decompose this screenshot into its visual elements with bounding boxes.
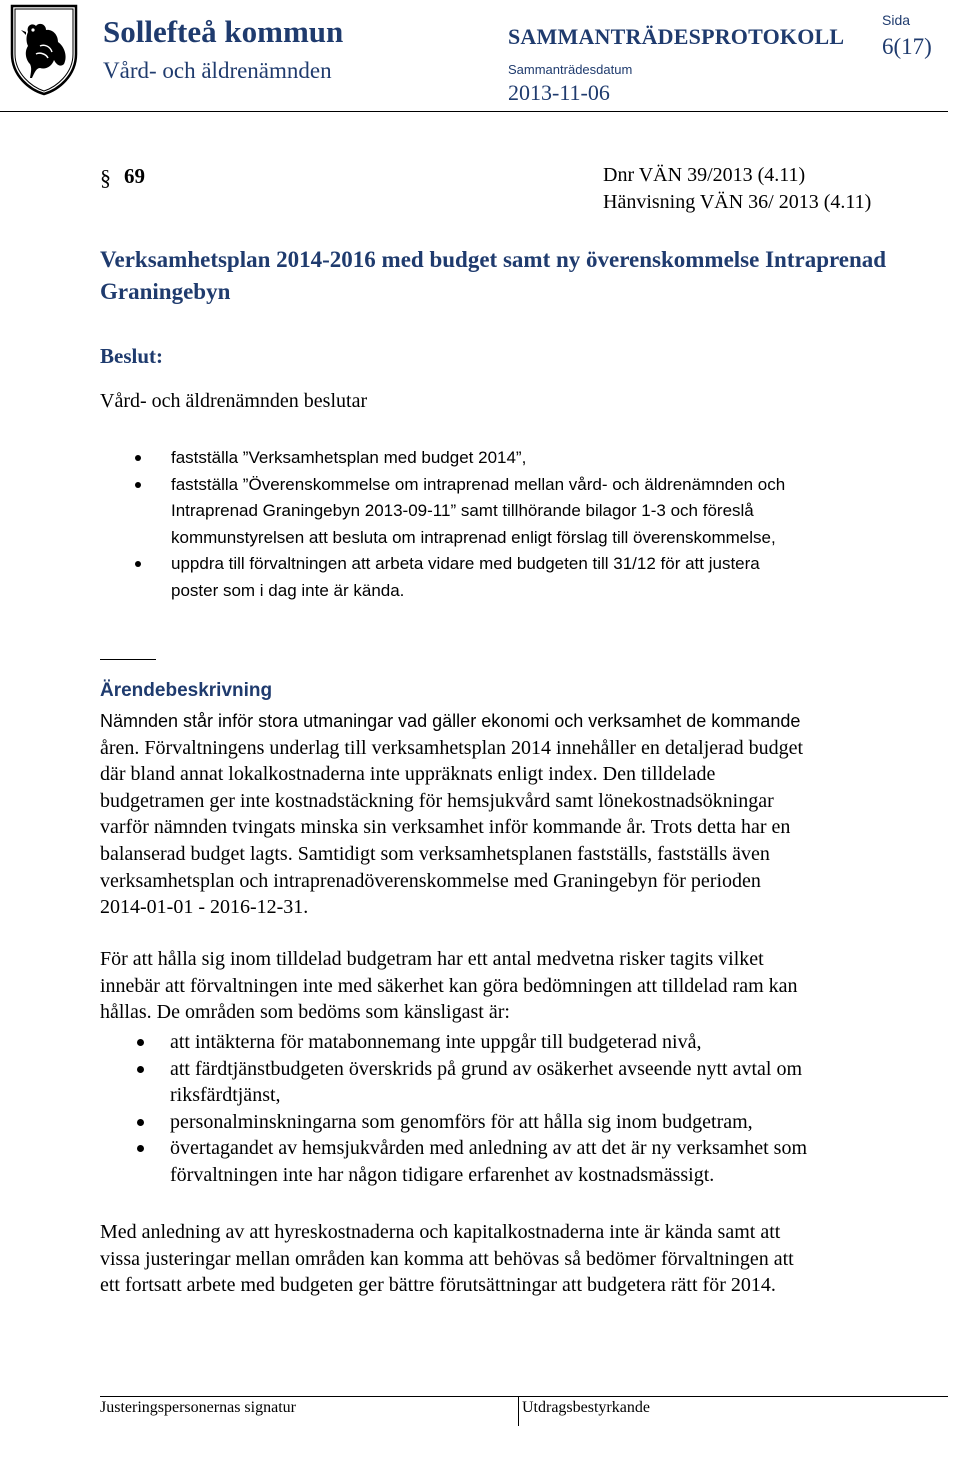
decision-item-line: poster som i dag inte är kända. [171,580,405,600]
decision-item-line: fastställa ”Överenskommelse om intraprenad mellan vård- och äldrenämnden och [171,474,786,494]
bullet-icon [135,455,141,461]
bullet-icon [135,482,141,488]
decision-item-line: fastställa ”Verksamhetsplan med budget 2014”, [171,448,527,467]
footer-column-divider [518,1396,519,1426]
bullet-icon [135,561,141,567]
risk-item-line: att intäkterna för matabonnemang inte uppgår till budgeterad nivå, [170,1031,702,1053]
decision-heading: Beslut: [100,344,163,368]
meeting-date-label: Sammanträdesdatum [508,62,633,77]
case-line: 2014-01-01 - 2016-12-31. [100,896,309,919]
risk-item-line: förvaltningen inte har någon tidigare erfarenhet av kostnadsmässigt. [170,1163,715,1186]
paragraph-number: 69 [124,164,145,188]
decision-intro: Vård- och äldrenämnden beslutar [100,390,368,412]
risk-intro-paragraph [100,946,920,1026]
risk-list [100,1029,920,1189]
bullet-icon [137,1039,144,1046]
protocol-title: SAMMANTRÄDESPROTOKOLL [508,24,845,49]
risk-intro-line: hållas. De områden som bedöms som känsligast är: [100,1001,510,1024]
meeting-date-value: 2013-11-06 [508,80,610,105]
case-line: budgetramen ger inte kostnadstäckning för hemsjukvård samt lönekostnadsökningar [100,789,774,812]
bird-crest-icon [6,2,82,96]
case-description-heading: Ärendebeskrivning [100,680,273,701]
decision-item [132,472,932,552]
separator-line [100,659,156,660]
risk-item-line: riksfärdtjänst, [170,1084,281,1107]
risk-item [100,1029,920,1056]
diary-number: Dnr VÄN 39/2013 (4.11) [603,164,806,186]
header-divider [0,111,948,112]
case-description-paragraph [100,708,920,921]
risk-item-line: personalminskningarna som genomförs för att hålla sig inom budgetram, [170,1110,753,1133]
extract-certification-label: Utdragsbestyrkande [522,1399,650,1416]
case-line: Nämnden står inför stora utmaningar vad gäller ekonomi och verksamhet de kommande [100,711,801,731]
case-line: verksamhetsplan och intraprenadöverenskommelse med Graningebyn för perioden [100,869,761,892]
organization-name: Sollefteå kommun [103,14,344,49]
bullet-icon [137,1066,144,1073]
decision-item-line: Intraprenad Graningebyn 2013-09-11” samt tillhörande bilagor 1-3 och föreslå [171,501,754,520]
closing-paragraph [100,1219,920,1299]
footer-divider [100,1396,948,1397]
case-line: balanserad budget lagts. Samtidigt som verksamhetsplanen fastställs, fastställs även [100,842,770,865]
risk-item [100,1056,920,1109]
signature-label: Justeringspersonernas signatur [100,1399,296,1416]
decision-item [132,551,932,604]
risk-item [100,1135,920,1188]
decision-item [132,445,932,472]
decision-item-line: uppdra till förvaltningen att arbeta vidare med budgeten till 31/12 för att justera [171,554,760,573]
case-line: där bland annat lokalkostnaderna inte uppräknats enligt index. Den tilldelade [100,763,716,786]
committee-name: Vård- och äldrenämnden [103,58,332,83]
risk-item-line: övertagandet av hemsjukvården med anledning av att det är ny verksamhet som [170,1137,808,1160]
bullet-icon [137,1119,144,1126]
decision-list [132,445,932,604]
risk-item [100,1109,920,1136]
page-number: 6(17) [882,34,932,59]
paragraph-mark: § [100,165,111,190]
closing-line: vissa justeringar mellan områden kan komma att behövas så bedömer förvaltningen att [100,1247,794,1270]
closing-line: Med anledning av att hyreskostnaderna och kapitalkostnaderna inte är kända samt att [100,1221,781,1243]
section-title: Verksamhetsplan 2014-2016 med budget samt ny överenskommelse Intraprenad Graningebyn [100,247,887,304]
risk-intro-line: innebär att förvaltningen inte med säkerhet kan göra bedömningen att tilldelad ram kan [100,974,798,997]
page-label: Sida [882,12,911,28]
decision-item-line: kommunstyrelsen att besluta om intraprenad enligt förslag till överenskommelse, [171,527,776,547]
reference-number: Hänvisning VÄN 36/ 2013 (4.11) [603,191,872,213]
case-line: åren. Förvaltningens underlag till verksamhetsplan 2014 innehåller en detaljerad budget [100,736,804,759]
closing-line: ett fortsatt arbete med budgeten ger bättre förutsättningar att budgetera rätt för 2014. [100,1274,776,1297]
case-line: varför nämnden tvingats minska sin verksamhet inför kommande år. Trots detta har en [100,816,791,839]
risk-item-line: att färdtjänstbudgeten överskrids på grund av osäkerhet avseende nytt avtal om [170,1057,803,1080]
bullet-icon [137,1145,144,1152]
risk-intro-line: För att hålla sig inom tilldelad budgetram har ett antal medvetna risker tagits vilket [100,948,764,970]
